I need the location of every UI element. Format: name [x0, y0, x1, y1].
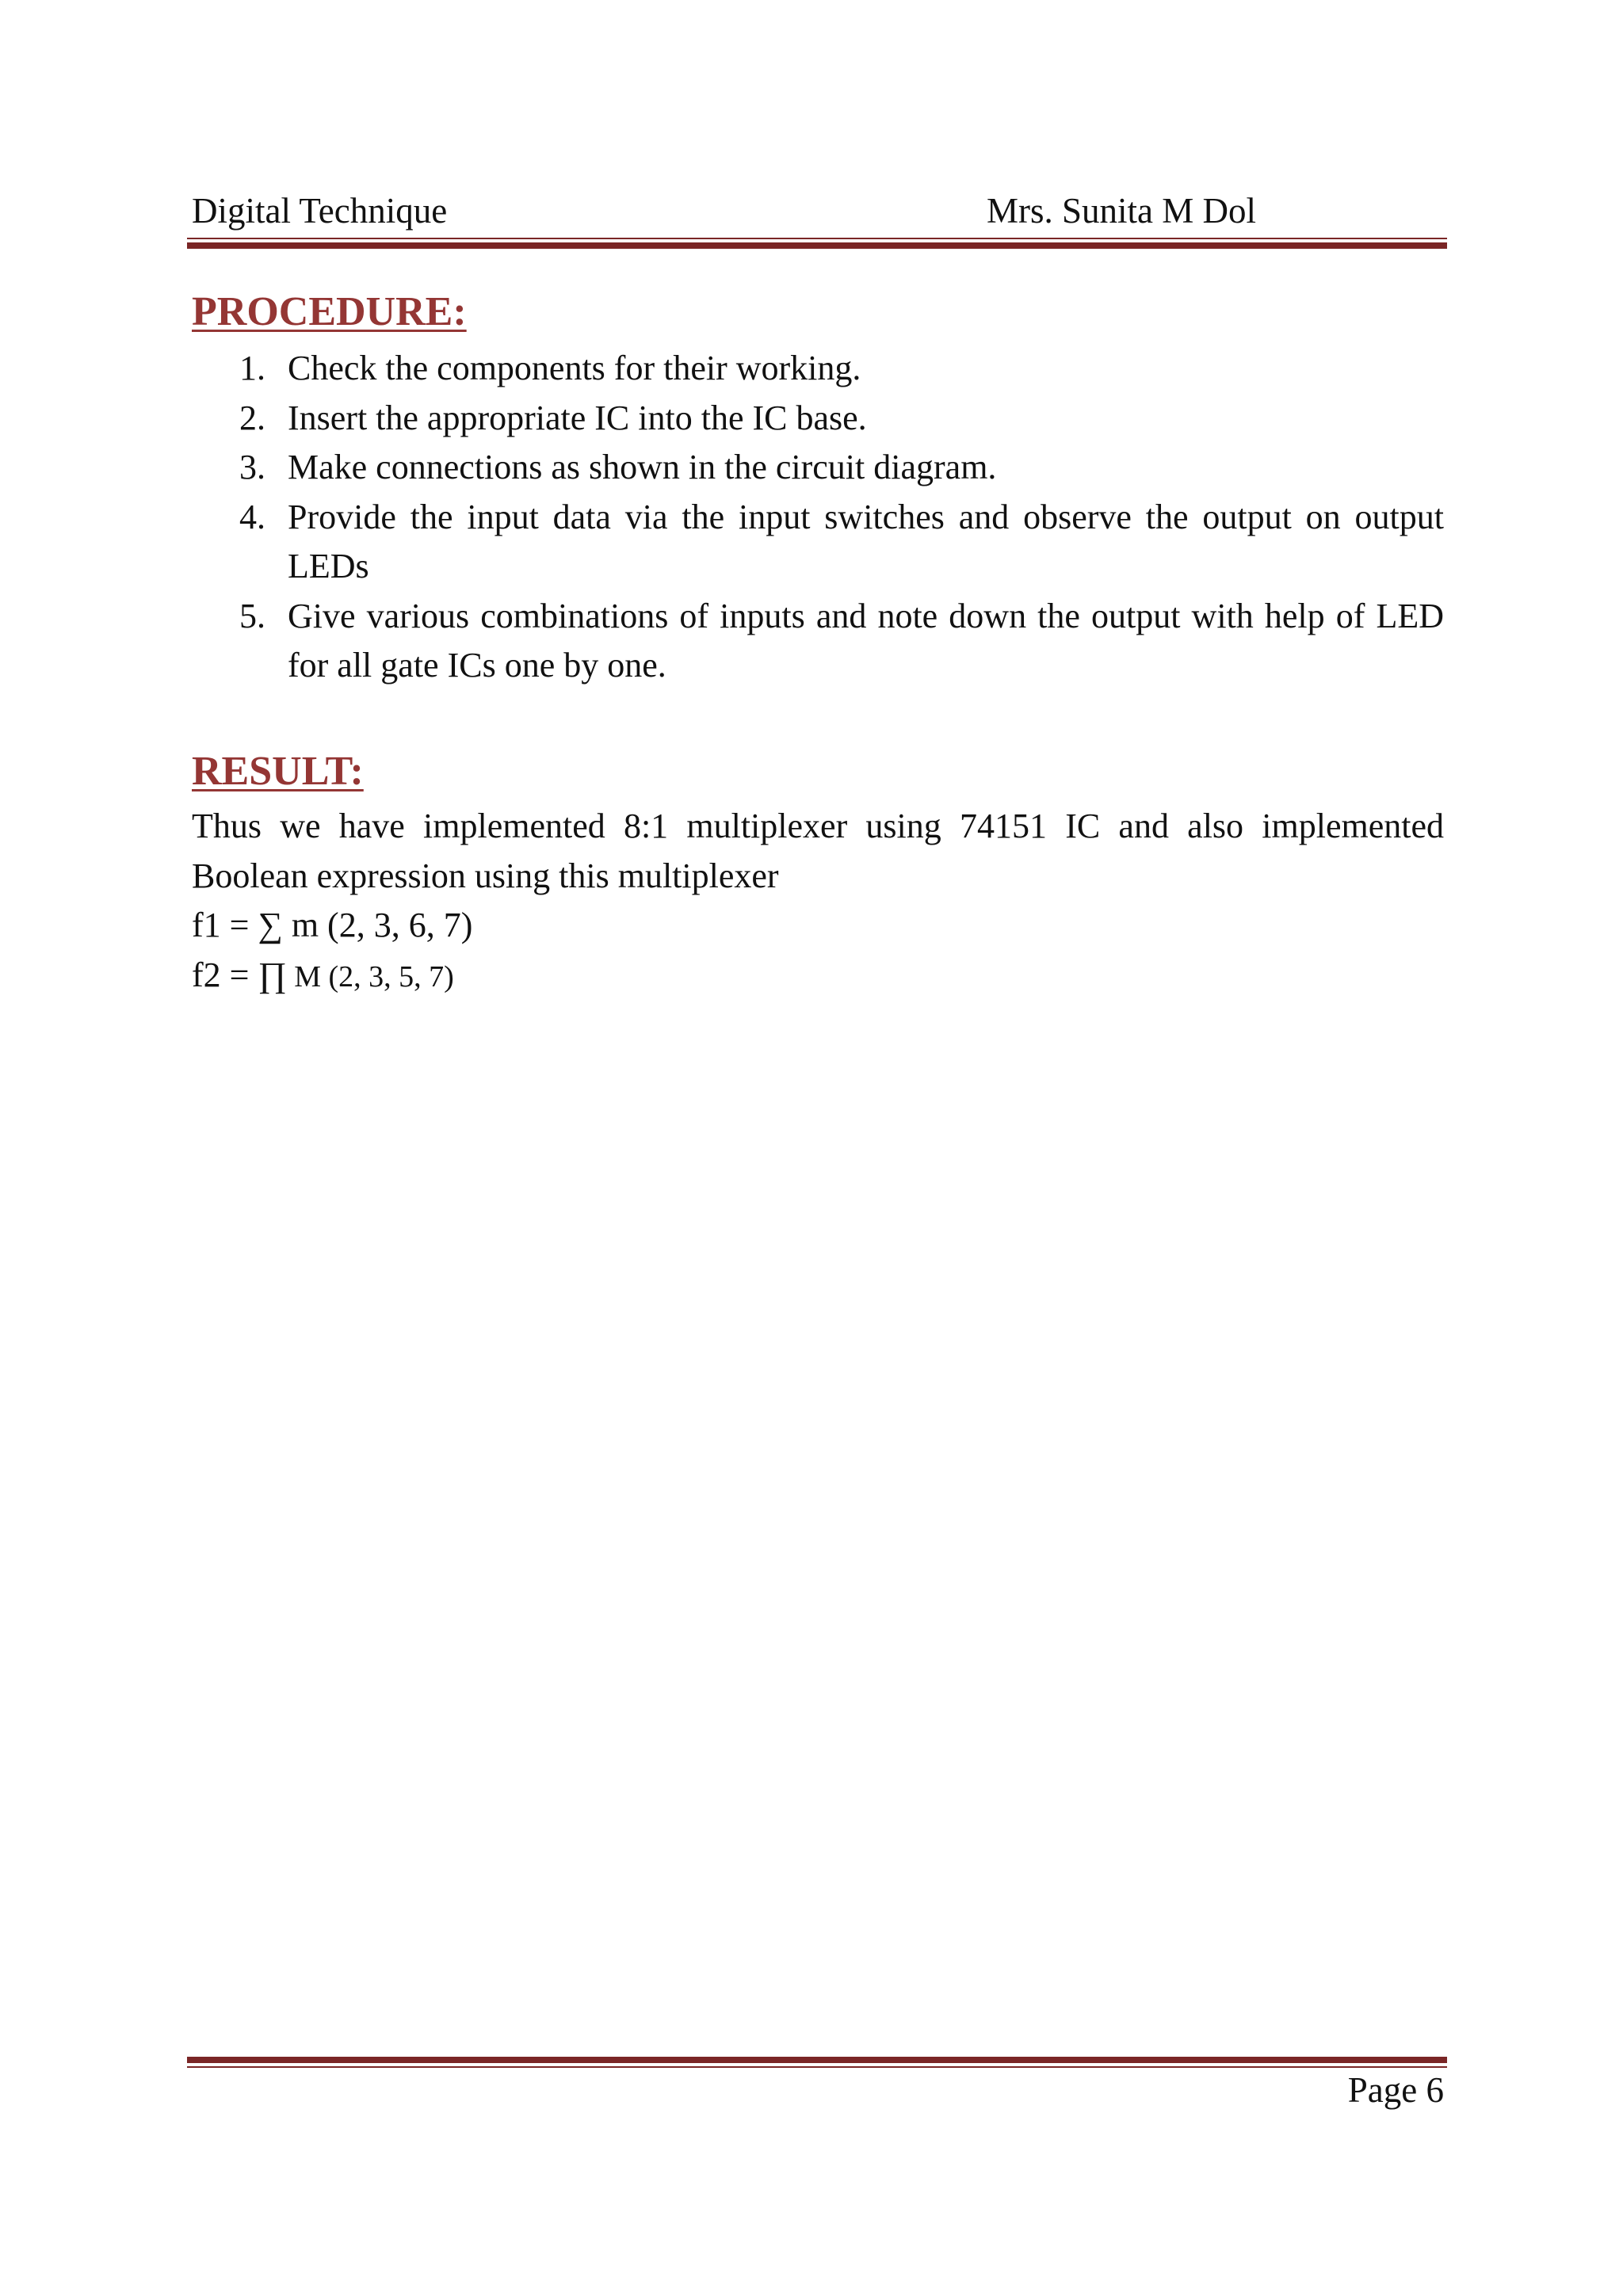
- step-text: Give various combinations of inputs and note down the output with help of LED for all gate ICs one by one.: [288, 596, 1444, 685]
- procedure-heading: PROCEDURE:: [192, 289, 467, 334]
- step-text: Make connections as shown in the circuit diagram.: [288, 448, 997, 486]
- procedure-step: [192, 344, 1444, 394]
- procedure-step: [192, 443, 1444, 493]
- expression-f2-prefix: f2 = ∏: [192, 955, 287, 994]
- step-text: Check the components for their working.: [288, 349, 861, 387]
- page-header: [192, 190, 1444, 238]
- procedure-step: [192, 592, 1444, 691]
- step-number: 1.: [239, 349, 265, 387]
- expression-f1: f1 = ∑ m (2, 3, 6, 7): [192, 906, 473, 944]
- step-number: 2.: [239, 398, 265, 437]
- expression-f2-terms: M (2, 3, 5, 7): [286, 959, 454, 994]
- header-author: Mrs. Sunita M Dol: [987, 191, 1257, 231]
- result-heading: RESULT:: [192, 749, 364, 794]
- step-number: 5.: [239, 596, 265, 635]
- result-body: [192, 802, 1444, 1001]
- procedure-steps: [192, 344, 1444, 691]
- header-divider: [187, 238, 1447, 249]
- step-text: Provide the input data via the input switches and observe the output on output LEDs: [288, 497, 1444, 585]
- page-number: Page 6: [1347, 2070, 1444, 2110]
- footer-divider: [187, 2057, 1447, 2068]
- header-course-title: Digital Technique: [192, 191, 448, 231]
- step-number: 3.: [239, 448, 265, 486]
- procedure-step: [192, 493, 1444, 592]
- procedure-step: [192, 394, 1444, 444]
- step-text: Insert the appropriate IC into the IC base.: [288, 398, 867, 437]
- expression-f2: [192, 951, 1444, 1002]
- step-number: 4.: [239, 497, 265, 536]
- result-paragraph: Thus we have implemented 8:1 multiplexer using 74151 IC and also implemented Boolean expression using this multiplexer: [192, 807, 1444, 895]
